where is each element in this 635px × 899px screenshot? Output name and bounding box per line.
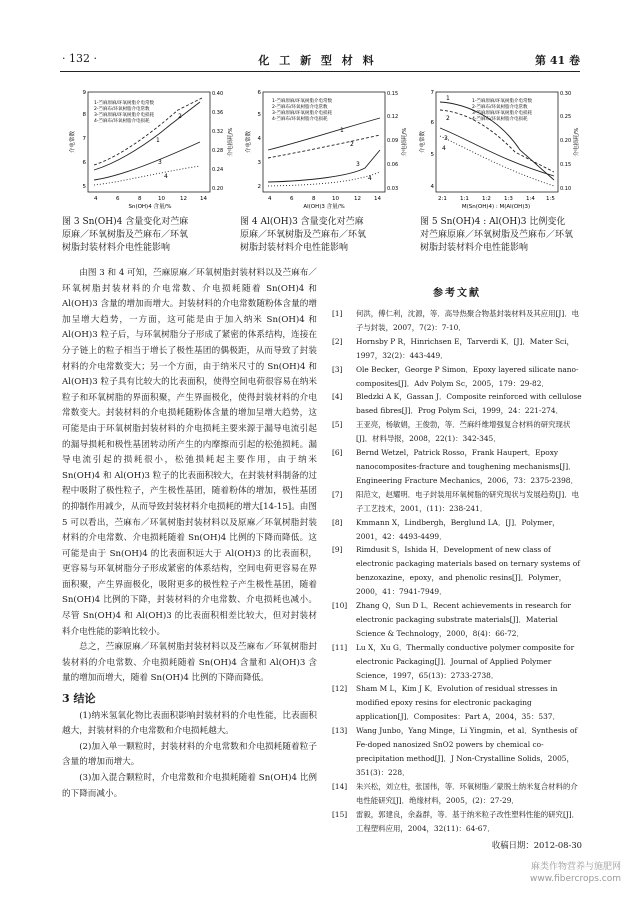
tick-label: 6: [82, 160, 86, 166]
fig5-xlabel: M(Sn(OH)4) : M(Al(OH)3): [461, 204, 531, 210]
fig3-xlabel: Sn(OH)4 含量/%: [128, 204, 172, 210]
fig5-ylabel-left: 介电常数: [420, 130, 426, 154]
reference-number: [1]: [332, 309, 343, 318]
reference-item: [332, 641, 582, 683]
fig4-ylabel-left: 介电常数: [246, 130, 252, 154]
tick-label: 0.40: [212, 91, 224, 97]
tick-label: 10: [158, 196, 165, 202]
fig3-legend-4: 4-苎麻布/环氧树脂介电损耗: [94, 119, 150, 124]
fig3-xticks: [94, 196, 207, 202]
reference-item: [332, 780, 582, 808]
conclusion-heading: 3 结论: [62, 692, 96, 706]
tick-label: 0.30: [560, 91, 572, 97]
reference-item: [332, 335, 582, 363]
watermark: [530, 861, 621, 885]
reference-number: [10]: [332, 601, 348, 611]
discussion-paragraph: 由图 3 和 4 可知，苎麻原麻／环氧树脂封装材料以及苎麻布／环氧树脂封装材料的介电常数、介电损耗随着 Sn(OH)4 和 Al(OH)3 含量的增加而增大。封装材料的介电常数随粉体含量的增加呈增大趋势，一方面，这可能是由于加入纳米 Sn(OH)4 和 Al(OH)3 粒子后，与环氧树脂分子形成了紧密的体系结构，连接在分子链上的粒子相当于增长了极性基团的偶极距，从而导致了封装材料的介电常数变大；另一个方面，由于纳米尺寸的 Sn(OH)4 和 Al(OH)3 粒子具有比较大的比表面积，使得空间电荷很容易在纳米粒子和环氧树脂的界面积聚，产生界面极化，使得封装材料的介电常数变大。封装材料的介电损耗随粉体含量的增加呈增大趋势，这可能是由于环氧树脂封装材料的介电损耗主要来源于漏导电流引起的漏导损耗和极性基团转动所产生的内摩擦而引起的松弛损耗。漏导电流引起的损耗很小，松弛损耗起主要作用，由于纳米 Sn(OH)4 和 Al(OH)3 粒子的比表面积较大，在封装材料制备的过程中吸附了极性粒子，产生极性基团，随着粉体的增加，极性基团的抑制作用减少，从而导致封装材料介电损耗的增大[14-15]。由图 5 可以看出，苎麻布／环氧树脂封装材料以及原麻／环氧树脂封装材料的介电常数、介电损耗随着 Sn(OH)4 比例的下降而降低。这可能是由于 Sn(OH)4 的比表面积远大于 Al(OH)3 的比表面积，更容易与环氧树脂分子形成紧密的体系结构，空间电荷更容易在界面积聚，产生界面极化，吸附更多的极性粒子产生极性基团，随着 Sn(OH)4 比例的下降，封装材料的介电常数、介电损耗也减小。尽管 Sn(OH)4 和 Al(OH)3 的比表面积相差比较大，但对封装材料介电性能的影响比较小。: [62, 268, 317, 637]
tick-label: 0.24: [212, 167, 224, 173]
fig4-legend-2: 2-苎麻布/环氧树脂介电常数: [272, 105, 328, 110]
caption-line: 树脂封装材料介电性能影响: [240, 243, 349, 253]
tick-label: 4: [268, 196, 272, 202]
tick-label: 0.20: [560, 138, 572, 144]
fig5-curve-label: 2: [446, 115, 450, 122]
fig5-xticks: [438, 196, 555, 202]
references-heading: 参考文献: [433, 288, 481, 299]
figure-5-caption: [420, 216, 590, 255]
reference-item: [332, 516, 582, 544]
fig4-curve-label: 1: [340, 127, 344, 134]
reference-number: [9]: [332, 545, 343, 555]
reference-text: 朱兴松，刘立柱，张国伟，等．环氧树脂／蒙脱土纳米复合材料的介电性能研究[J]．绝缘材料，2005，(2)：27-29．: [356, 781, 578, 805]
tick-label: 0.20: [212, 186, 224, 192]
fig5-legend-3: 3-苎麻原麻/环氧树脂介电损耗: [472, 111, 533, 116]
tick-label: 0.09: [387, 138, 399, 144]
fig3-ylabel-right: 介电损耗/%: [228, 127, 234, 157]
reference-number: [3]: [332, 364, 343, 374]
conclusion-item-3: (3)加入混合颗粒时，介电常数和介电损耗随着 Sn(OH)4 比例的下降而减小。: [62, 773, 317, 799]
tick-label: 4: [257, 136, 261, 142]
tick-label: 0.15: [387, 91, 399, 97]
reference-item: [332, 390, 582, 418]
watermark-line: 麻类作物营养与施肥网: [530, 862, 621, 872]
page-number: · 132 ·: [62, 52, 97, 65]
fig3-curve-label: 1: [156, 137, 160, 144]
caption-line: 树脂封装材料介电性能影响: [62, 243, 171, 253]
reference-text: Zhang Q，Sun D L．Recent achievements in research for electronic packaging substrate materials[J]．Material Science & Technology，2000，8(4)：66-72．: [356, 601, 571, 638]
fig4-xticks: [268, 196, 381, 202]
fig3-legend-3: 3-苎麻原麻/环氧树脂介电损耗: [94, 113, 155, 118]
caption-line: 图 4 Al(OH)3 含量变化对苎麻: [240, 217, 364, 227]
tick-label: 8: [82, 112, 86, 118]
received-date: 收稿日期：2012-08-30: [491, 840, 582, 851]
fig4-legend-4: 4-苎麻布/环氧树脂介电损耗: [272, 117, 328, 122]
fig4-ylabel-right: 介电损耗/%: [402, 127, 408, 157]
caption-line: 图 3 Sn(OH)4 含量变化对苎麻: [62, 217, 189, 227]
reference-text: 雷毅，郭建良，余淼群，等．基于纳米粒子改性塑料性能的研究[J]．工程塑料应用，2004，32(11)：64-67．: [356, 809, 580, 833]
tick-label: 0.06: [387, 162, 399, 168]
caption-line: 原麻／环氧树脂及苎麻布／环氧: [62, 230, 189, 240]
reference-text: Wang Junbo，Yang Minge，Li Yingmin，et al．Synthesis of Fe-doped nanosized SnO2 powers by chemical co-precipitation method[J]．J Non-Crystalline Solids，2005，351(3)：228．: [356, 726, 578, 777]
tick-label: 5: [257, 112, 261, 118]
figure-5-chart: [418, 90, 580, 210]
reference-item: [332, 599, 582, 641]
tick-label: 0.10: [560, 186, 572, 192]
figure-3-caption: [62, 216, 232, 255]
reference-item: [332, 682, 582, 724]
tick-label: 0.32: [212, 129, 224, 135]
volume-label: 第 41 卷: [535, 54, 580, 67]
fig4-curve-label: 4: [368, 175, 372, 182]
fig5-legend-4: 4-苎麻布/环氧树脂介电损耗: [472, 117, 528, 122]
reference-text: Hornsby P R，Hinrichsen E，Tarverdi K．[J]．Mater Sci，1997，32(2)：443-449．: [356, 336, 574, 360]
figure-3-chart: [68, 90, 234, 210]
reference-number: [13]: [332, 726, 348, 736]
fig4-yticks-left: [258, 90, 262, 190]
reference-number: [11]: [332, 642, 348, 652]
figure-4-chart: [244, 90, 408, 210]
reference-item: [332, 488, 582, 516]
fig4-curve-label: 3: [356, 161, 360, 168]
tick-label: 0.36: [212, 110, 224, 116]
references-section: [332, 284, 582, 851]
tick-label: 0.28: [212, 148, 224, 154]
fig5-curve-label: 4: [442, 145, 446, 152]
fig3-yticks-left: [83, 90, 87, 190]
fig5-curve-label: 3: [444, 135, 448, 142]
figures-row: [60, 80, 580, 210]
tick-label: 6: [257, 90, 261, 96]
tick-label: 0.03: [387, 186, 399, 192]
tick-label: 5: [82, 184, 86, 190]
fig4-yticks-right: [387, 91, 398, 192]
tick-label: 7: [82, 136, 86, 142]
caption-line: 树脂封装材料介电性能影响: [420, 243, 529, 253]
tick-label: 1:1: [460, 196, 469, 202]
tick-label: 6: [116, 196, 120, 202]
reference-item: [332, 808, 582, 836]
tick-label: 5: [430, 152, 434, 158]
reference-number: [5]: [332, 420, 343, 430]
tick-label: 7: [430, 90, 434, 96]
reference-item: [332, 307, 582, 335]
tick-label: 4: [430, 184, 434, 190]
reference-number: [12]: [332, 684, 348, 694]
reference-text: 阳范文，赵耀明．电子封装用环氧树脂的研究现状与发展趋势[J]．电子工艺技术，2001，(11)：238-241．: [356, 489, 580, 513]
tick-label: 1:5: [546, 196, 555, 202]
fig5-curve-label: 1: [446, 95, 450, 102]
reference-number: [8]: [332, 517, 343, 527]
conclusion-item-1: (1)纳米氢氧化物比表面积影响封装材料的介电性能，比表面积越大，封装材料的介电常数和介电损耗越大。: [62, 710, 317, 737]
tick-label: 12: [180, 196, 187, 202]
caption-line: 图 5 Sn(OH)4 : Al(OH)3 比例变化: [420, 217, 566, 227]
reference-number: [2]: [332, 336, 343, 346]
fig5-legend-1: 1-苎麻原麻/环氧树脂介电常数: [472, 99, 533, 104]
fig4-legend-1: 1-苎麻原麻/环氧树脂介电常数: [272, 99, 333, 104]
tick-label: 10: [332, 196, 339, 202]
fig5-yticks-right: [560, 91, 571, 192]
reference-number: [15]: [332, 809, 348, 819]
reference-text: 王亚亮，杨敏娟，王俊勃，等．苎麻纤维增强复合材料的研究现状[J]．材料导报，2008，22(1)：342-345．: [356, 420, 571, 444]
fig5-yticks-left: [431, 90, 435, 190]
tick-label: 1:4: [526, 196, 535, 202]
caption-line: 原麻／环氧树脂及苎麻布／环氧: [240, 230, 367, 240]
caption-line: 对苎麻原麻／环氧树脂及苎麻布／环氧: [420, 230, 574, 240]
tick-label: 2: [257, 184, 261, 190]
tick-label: 6: [290, 196, 294, 202]
journal-title: 化 工 新 型 材 料: [258, 54, 377, 67]
fig4-xlabel: Al(OH)3 含量/%: [303, 204, 345, 210]
tick-label: 2:1: [438, 196, 447, 202]
tick-label: 14: [374, 196, 381, 202]
tick-label: 0.12: [387, 114, 399, 120]
tick-label: 14: [200, 196, 207, 202]
watermark-url: www.fibercrops.com: [530, 874, 621, 884]
reference-number: [4]: [332, 392, 343, 402]
header-rule: [60, 71, 580, 72]
reference-number: [14]: [332, 781, 348, 791]
fig5-legend-2: 2-苎麻布/环氧树脂介电常数: [472, 105, 528, 110]
reference-item: [332, 363, 582, 391]
reference-item: [332, 724, 582, 780]
tick-label: 8: [312, 196, 316, 202]
reference-text: Sham M L，Kim J K．Evolution of residual stresses in modified epoxy resins for electronic packaging application[J]．Composites：Part A，2004，35：537．: [356, 684, 560, 722]
tick-label: 1:3: [504, 196, 513, 202]
tick-label: 12: [354, 196, 361, 202]
fig3-curve-label: 4: [164, 173, 168, 180]
reference-item: [332, 418, 582, 446]
reference-text: Bernd Wetzel，Patrick Rosso，Frank Haupert．Epoxy nanocomposites-fracture and toughening mechanisms[J]．Engineering Fracture Mechanics，2006，73：2375-2398．: [356, 448, 578, 485]
fig3-curve-label: 3: [158, 159, 162, 166]
fig3-curve-label: 2: [178, 113, 182, 120]
fig4-legend-3: 3-苎麻原麻/环氧树脂介电损耗: [272, 111, 333, 116]
fig3-legend-1: 1-苎麻原麻/环氧树脂介电常数: [94, 101, 155, 106]
references-list: [332, 307, 582, 835]
reference-text: Kmmann X，Lindbergh，Berglund LA．[J]．Polymer，2001，42：4493-4499．: [356, 517, 560, 541]
figure-4-caption: [240, 216, 410, 255]
reference-item: [332, 446, 582, 488]
reference-text: Lu X，Xu G．Thermally conductive polymer composite for electronic Packaging[J]．Journal of Applied Polymer Science，1997，65(13)：2733-2738．: [356, 642, 575, 680]
fig3-yticks-right: [212, 91, 223, 192]
fig5-ylabel-right: 介电损耗/%: [574, 127, 580, 157]
conclusion-item-2: (2)加入单一颗粒时，封装材料的介电常数和介电损耗随着粒子含量的增加而增大。: [62, 741, 317, 768]
fig3-legend-2: 2-苎麻布/环氧树脂介电常数: [94, 107, 150, 112]
left-column: [62, 266, 317, 802]
fig4-curve-label: 2: [350, 141, 354, 148]
reference-item: [332, 543, 582, 599]
fig3-ylabel-left: 介电常数: [70, 130, 76, 154]
reference-number: [7]: [332, 489, 343, 499]
summary-paragraph: 总之，苎麻原麻／环氧树脂封装材料以及苎麻布／环氧树脂封装材料的介电常数、介电损耗随着 Sn(OH)4 含量和 Al(OH)3 含量的增加而增大，随着 Sn(OH)4 比例的下降而降低。: [62, 642, 317, 684]
tick-label: 0.25: [560, 114, 572, 120]
reference-number: [6]: [332, 448, 343, 458]
tick-label: 4: [94, 196, 98, 202]
reference-text: 何洪，傅仁利，沈源，等．高导热聚合物基封装材料及其应用[J]．电子与封装，2007，7(2)：7-10．: [356, 309, 580, 332]
reference-text: Rimdusit S，Ishida H．Development of new class of electronic packaging materials based on ternary systems of benzoxazine，epoxy，and phenolic resins[J]．Polymer，2000，41：7941-7949．: [356, 545, 580, 597]
reference-text: Ole Becker，George P Simon．Epoxy layered silicate nano-composites[J]．Adv Polym Sc，2005，179：29-82．: [356, 364, 579, 388]
tick-label: 3: [257, 160, 261, 166]
reference-text: Bledzki A K，Gassan J．Composite reinforced with cellulose based fibres[J]．Prog Polym Sci，1999，24：221-274．: [356, 392, 582, 416]
tick-label: 0.15: [560, 162, 572, 168]
tick-label: 8: [138, 196, 142, 202]
tick-label: 6: [430, 120, 434, 126]
tick-label: 1:2: [482, 196, 491, 202]
tick-label: 9: [82, 90, 86, 96]
